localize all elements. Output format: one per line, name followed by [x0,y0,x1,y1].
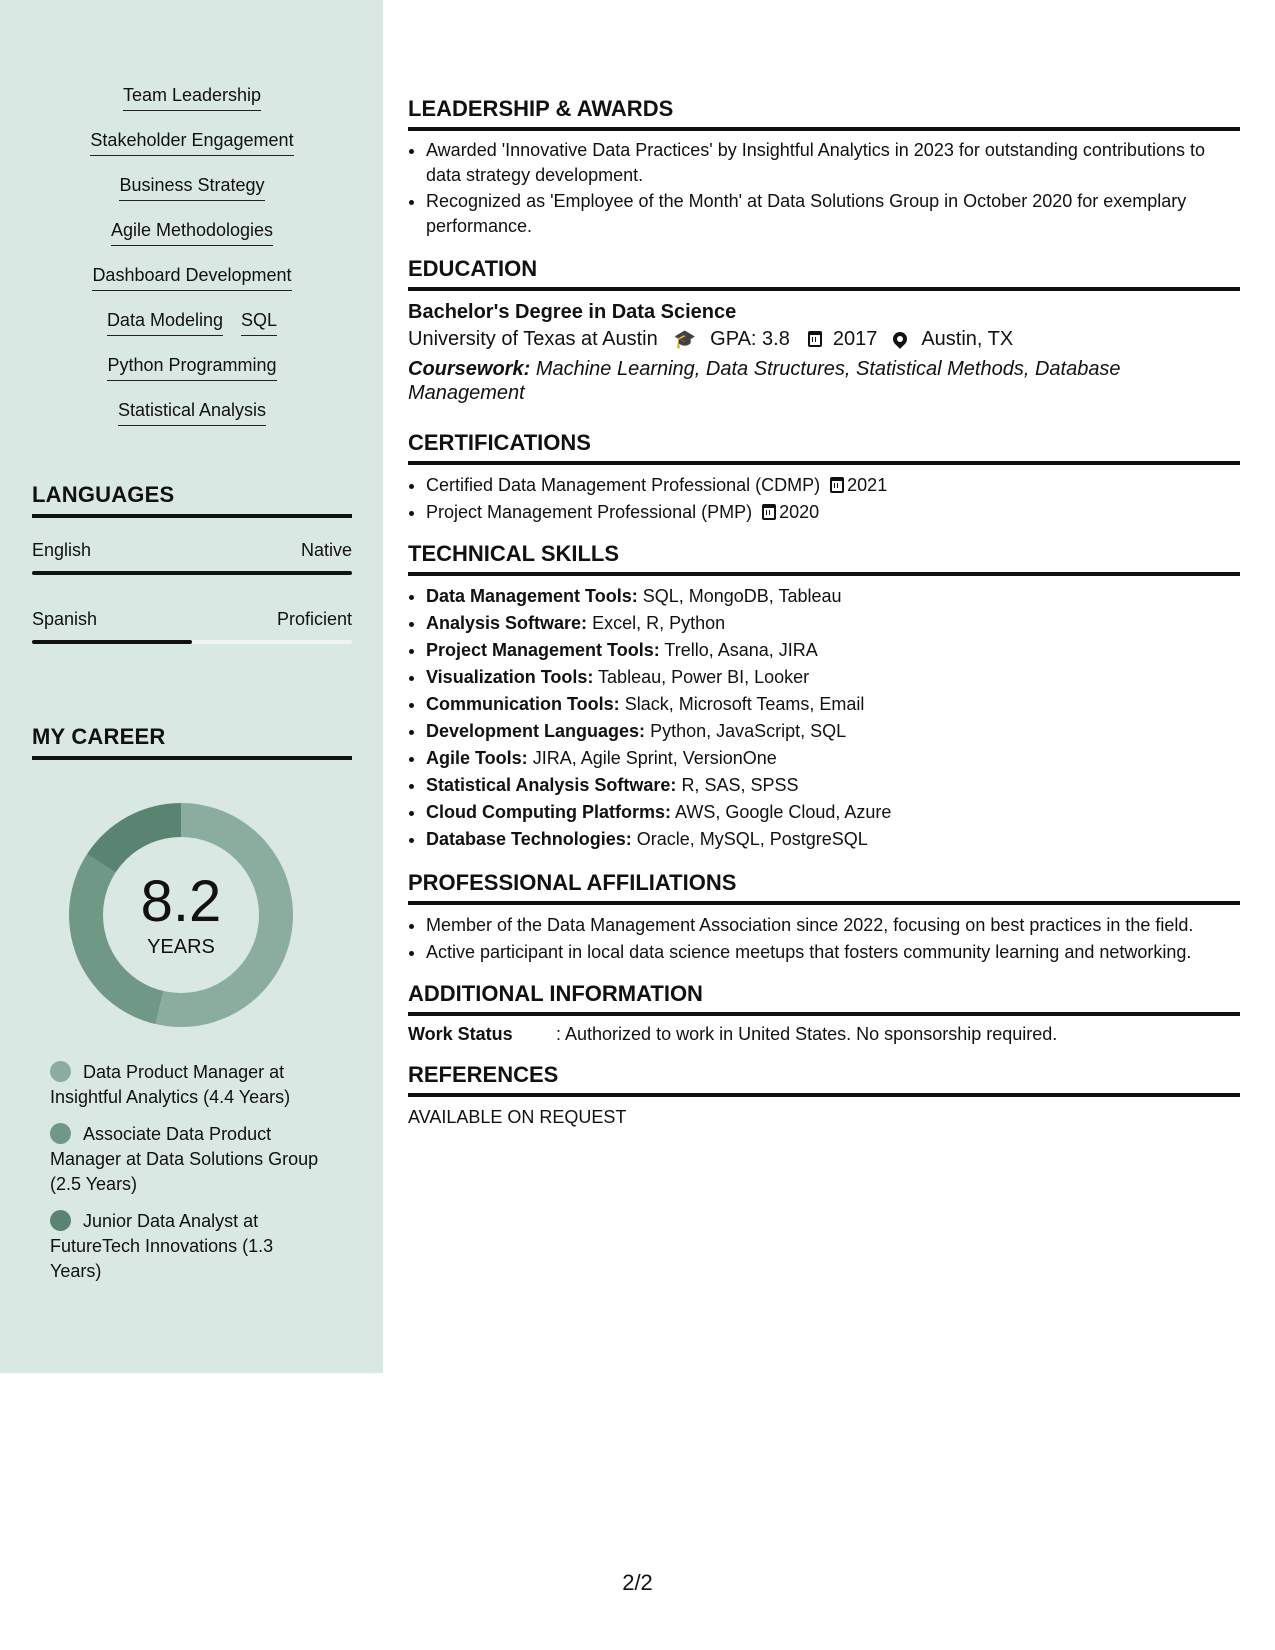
technical-skill-value: Slack, Microsoft Teams, Email [624,694,865,714]
skill-tag: Business Strategy [119,174,264,201]
technical-skills-section [408,541,1240,853]
career-legend [50,1060,320,1296]
technical-skill-item [426,718,1240,745]
technical-skill-value: R, SAS, SPSS [681,775,799,795]
languages-heading: LANGUAGES [32,482,352,518]
degree-title: Bachelor's Degree in Data Science [408,301,737,323]
technical-skill-item [426,799,1240,826]
language-bar-fill [32,571,352,575]
career-legend-text: Junior Data Analyst at FutureTech Innovations (1.3 Years) [50,1211,274,1281]
technical-skill-value: Tableau, Power BI, Looker [598,667,810,687]
technical-skill-item [426,637,1240,664]
legend-dot [50,1210,71,1231]
technical-skills-list [408,583,1240,853]
technical-skill-label: Data Management Tools: [426,586,638,606]
technical-skill-value: Excel, R, Python [592,613,726,633]
skills-list [32,84,352,444]
skill-tag: Data Modeling [107,309,223,336]
coursework-text: Machine Learning, Data Structures, Statistical Methods, Database Management [408,358,1121,404]
technical-skill-label: Agile Tools: [426,748,528,768]
education-details [408,325,1240,353]
technical-skill-label: Communication Tools: [426,694,620,714]
skill-row [32,309,352,354]
technical-skill-item [426,772,1240,799]
technical-skill-value: JIRA, Agile Sprint, VersionOne [532,748,777,768]
coursework-label: Coursework: [408,358,531,380]
career-legend-item [50,1209,320,1284]
skill-tag: Stakeholder Engagement [90,129,293,156]
technical-skill-value: Oracle, MySQL, PostgreSQL [636,829,868,849]
language-level: Native [300,540,352,560]
language-english [32,540,352,575]
skill-row [32,174,352,219]
technical-skill-item [426,583,1240,610]
certifications-list [408,472,1240,526]
skill-row [32,354,352,399]
technical-skill-item [426,664,1240,691]
certification-year: 2020 [779,502,820,522]
references-text: AVAILABLE ON REQUEST [408,1107,627,1127]
language-level: Proficient [276,609,352,629]
technical-skill-value: Trello, Asana, JIRA [664,640,818,660]
skill-tag: Python Programming [107,354,276,381]
work-status-label: Work Status [408,1024,513,1044]
skill-row [32,129,352,174]
language-name: English [32,540,92,560]
career-unit: YEARS [147,936,215,958]
career-legend-text: Data Product Manager at Insightful Analytics (4.4 Years) [50,1062,291,1107]
school-name: University of Texas at Austin [408,328,658,350]
affiliations-section [408,870,1240,966]
career-heading: MY CAREER [32,724,352,760]
technical-skills-heading: TECHNICAL SKILLS [408,541,1240,576]
references-heading: REFERENCES [408,1062,1240,1097]
career-total: 8.2 [140,869,222,934]
calendar-icon [830,477,844,493]
leadership-list [408,138,1240,239]
legend-dot [50,1123,71,1144]
graduation-cap-icon: 🎓 [673,329,697,349]
education-heading: EDUCATION [408,256,1240,291]
technical-skill-label: Project Management Tools: [426,640,660,660]
list-item [426,472,1240,499]
career-legend-item [50,1122,320,1197]
certifications-heading: CERTIFICATIONS [408,430,1240,465]
language-name: Spanish [32,609,98,629]
list-item: • Awarded 'Innovative Data Practices' by Insightful Analytics in 2023 for outstanding contributions to data strategy development. [426,138,1240,188]
list-item: • Active participant in local data science meetups that fosters community learning and networking. [426,939,1240,966]
page-number: 2/2 [622,1570,653,1595]
sidebar [0,0,383,1373]
technical-skill-item [426,691,1240,718]
affiliations-heading: PROFESSIONAL AFFILIATIONS [408,870,1240,905]
graduation-year: 2017 [832,328,878,350]
technical-skill-label: Statistical Analysis Software: [426,775,677,795]
skill-row [32,264,352,309]
skill-tag: Statistical Analysis [118,399,266,426]
language-bar [32,640,352,644]
education-section [408,256,1240,405]
work-status-value: : Authorized to work in United States. No sponsorship required. [556,1024,1058,1044]
technical-skill-label: Visualization Tools: [426,667,594,687]
additional-information-heading: ADDITIONAL INFORMATION [408,981,1240,1016]
technical-skill-item [426,745,1240,772]
skill-tag: Team Leadership [123,84,261,111]
gpa: GPA: 3.8 [710,328,790,350]
skill-row [32,84,352,129]
certifications-section [408,430,1240,526]
list-item [426,499,1240,526]
certification-year: 2021 [847,475,888,495]
additional-information-section [408,981,1240,1045]
language-spanish [32,609,352,644]
skill-row [32,399,352,444]
technical-skill-label: Cloud Computing Platforms: [426,802,671,822]
affiliations-list [408,912,1240,966]
technical-skill-label: Analysis Software: [426,613,588,633]
technical-skill-label: Development Languages: [426,721,646,741]
location-pin-icon [890,329,910,349]
list-item: • Member of the Data Management Association since 2022, focusing on best practices in the field. [426,912,1240,939]
career-legend-text: Associate Data Product Manager at Data Solutions Group (2.5 Years) [50,1124,319,1194]
technical-skill-item [426,826,1240,853]
technical-skill-value: Python, JavaScript, SQL [650,721,847,741]
leadership-section [408,96,1240,239]
education-location: Austin, TX [921,328,1014,350]
certification-name: Project Management Professional (PMP) [426,502,753,522]
coursework [408,357,1240,405]
technical-skill-item [426,610,1240,637]
career-legend-item [50,1060,320,1110]
skill-row [32,219,352,264]
legend-dot [50,1061,71,1082]
work-status-row [408,1024,1240,1045]
leadership-heading: LEADERSHIP & AWARDS [408,96,1240,131]
technical-skill-label: Database Technologies: [426,829,632,849]
technical-skill-value: AWS, Google Cloud, Azure [675,802,892,822]
technical-skill-value: SQL, MongoDB, Tableau [642,586,842,606]
calendar-icon [808,331,822,347]
list-item: • Recognized as 'Employee of the Month' at Data Solutions Group in October 2020 for exemplary performance. [426,189,1240,239]
skill-tag: Dashboard Development [92,264,291,291]
references-section [408,1062,1240,1128]
language-bar-fill [32,640,192,644]
career-donut-chart [62,796,300,1034]
skill-tag: Agile Methodologies [111,219,273,246]
skill-tag: SQL [241,309,277,336]
certification-name: Certified Data Management Professional (CDMP) [426,475,821,495]
calendar-icon [762,504,776,520]
language-bar [32,571,352,575]
